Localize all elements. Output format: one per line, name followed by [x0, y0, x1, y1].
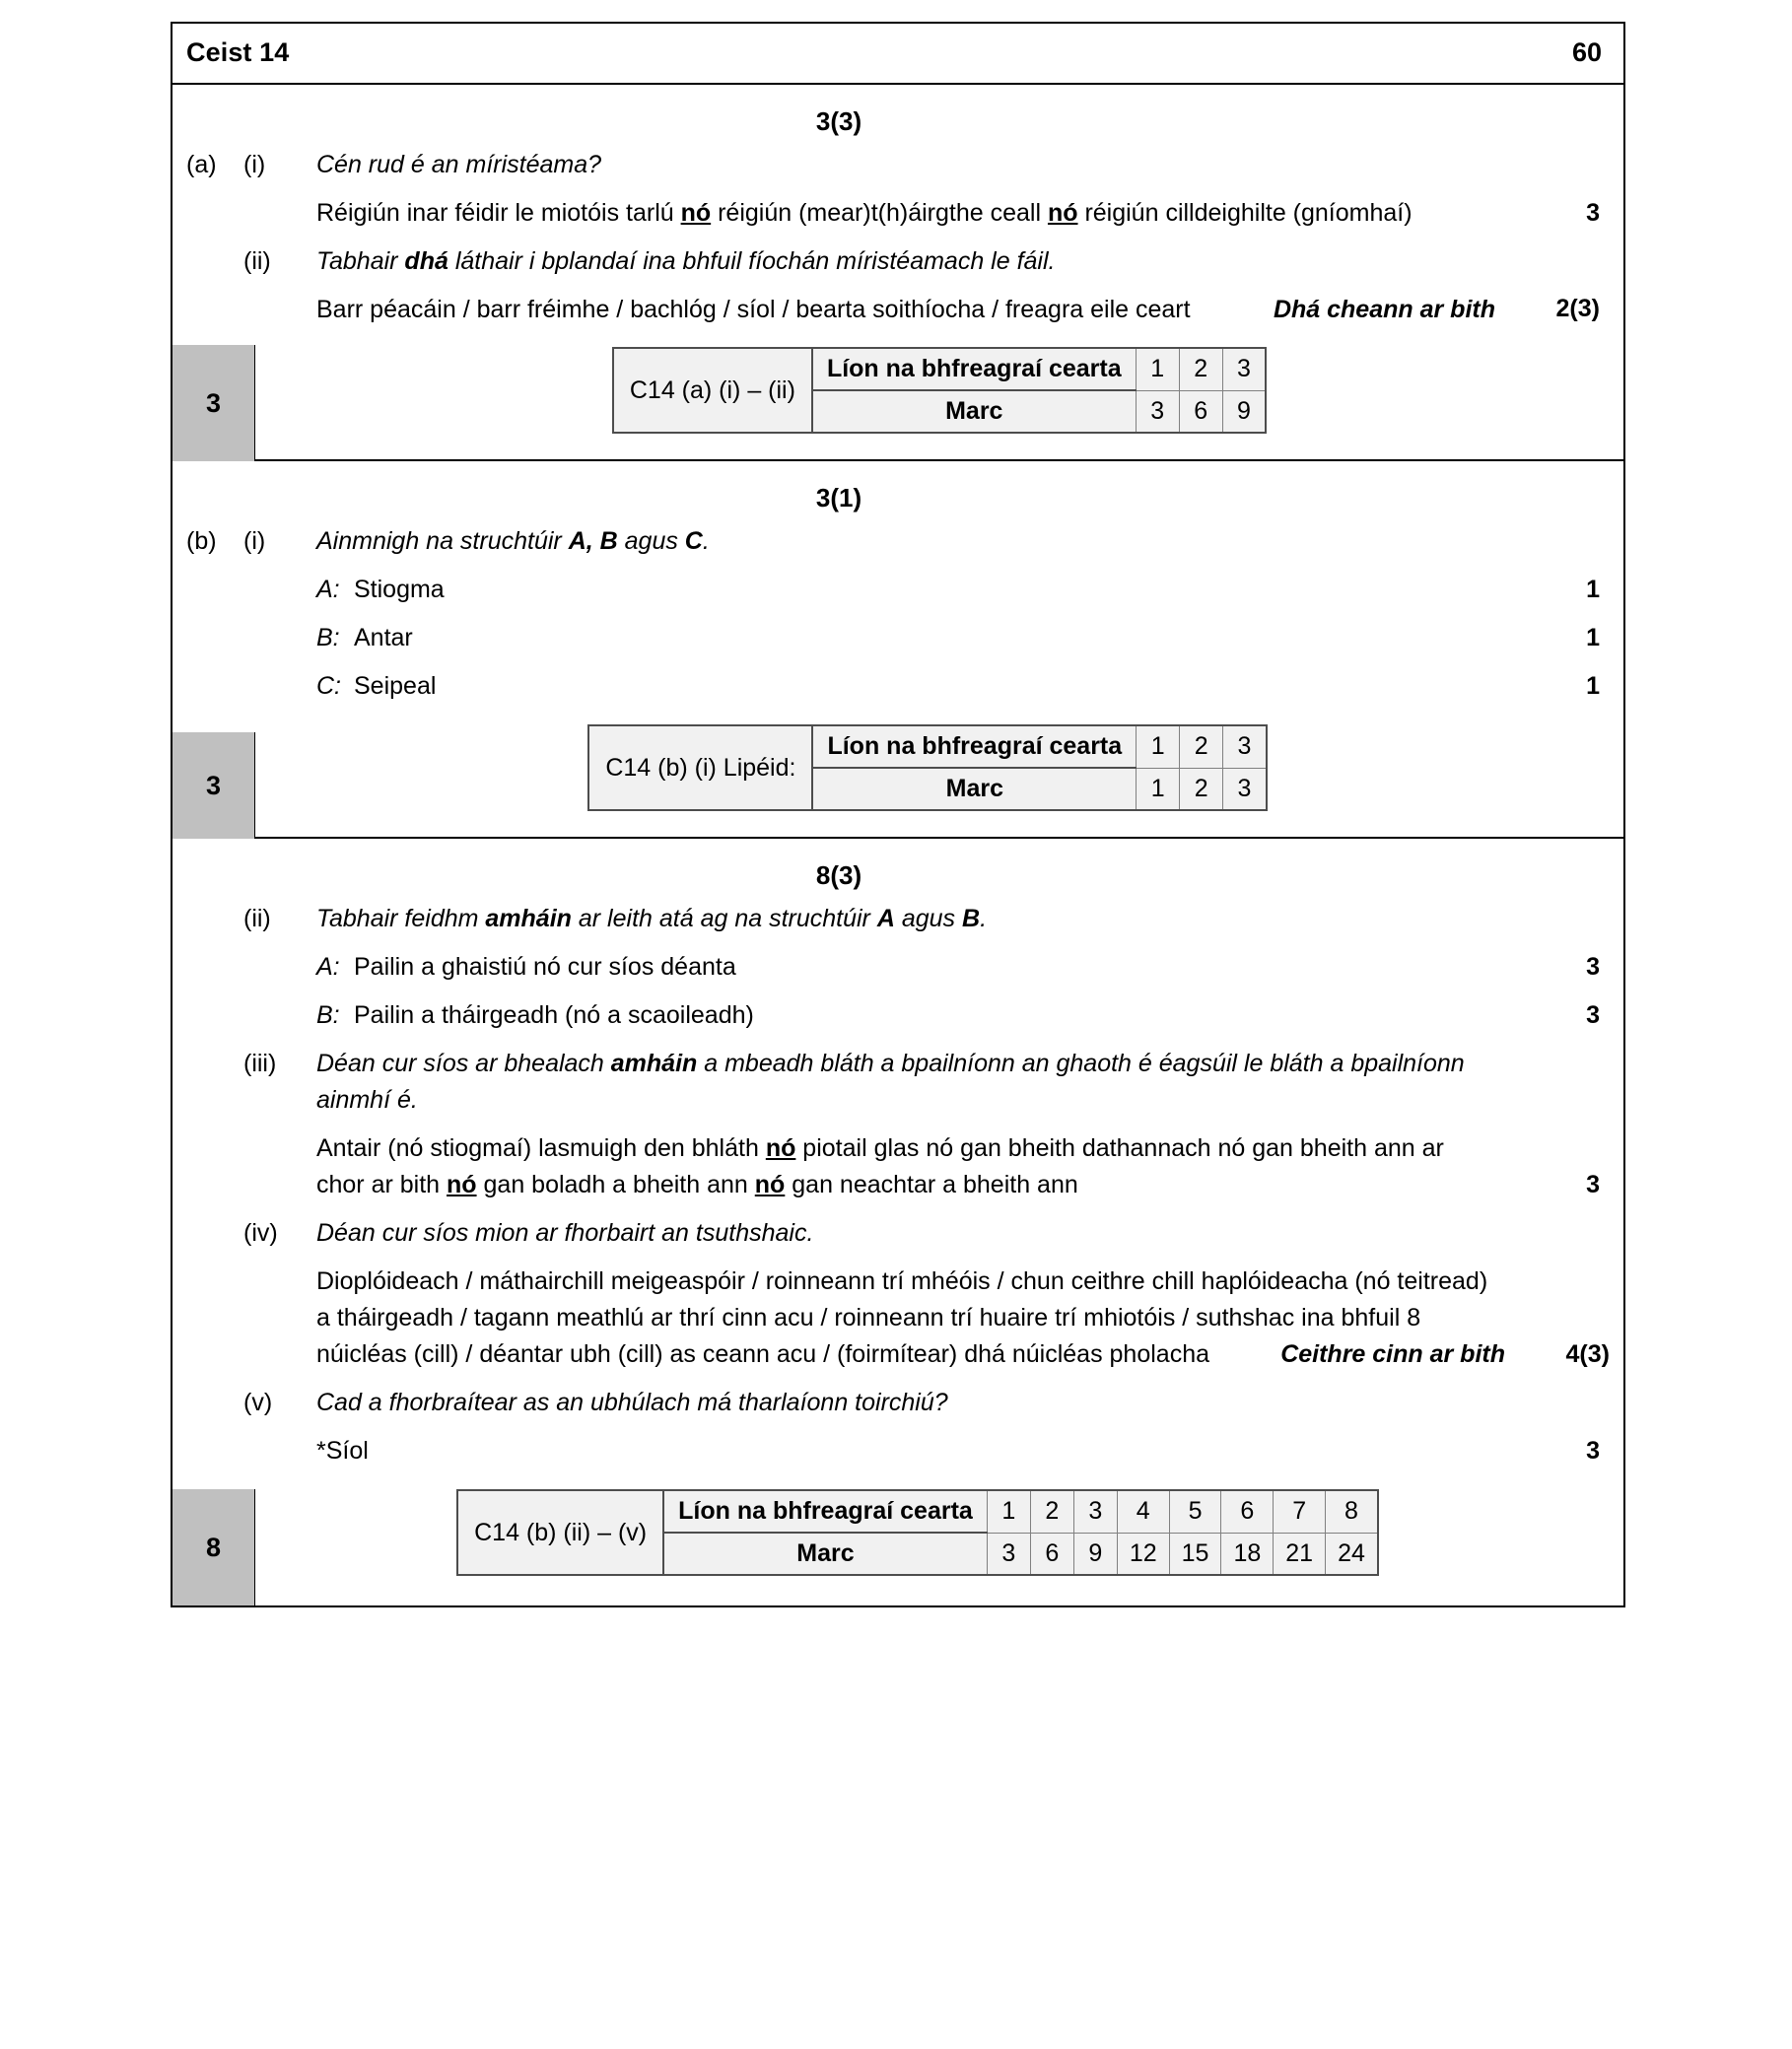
row-header-marc: Marc	[812, 390, 1136, 433]
structure-label: C:	[316, 672, 341, 700]
answer-row	[172, 620, 1623, 656]
emphasis-amhain: amháin	[485, 905, 572, 932]
mark-cell: 9	[1222, 390, 1266, 433]
question-row	[172, 1215, 1623, 1252]
mark-cell: 24	[1326, 1533, 1378, 1575]
spacer	[172, 1421, 1623, 1433]
structure-value: Antar	[354, 624, 413, 651]
row-mark: 2(3)	[1555, 295, 1600, 322]
answer-row	[172, 1264, 1623, 1373]
count-cell: 2	[1030, 1490, 1073, 1533]
mark-cell: 3	[1136, 390, 1179, 433]
answer-text: Dioplóideach / máthairchill meigeaspóir / roinneann trí mhéóis / chun ceithre chill haplóideacha (nó teitread) a tháirgeadh / tagann meathlú ar thrí cinn acu / roinneann trí huaire trí mhiotóis / suthshac ina bhfuil 8 núicléas (cill) / déantar ubh (cill) as ceann acu / (foirmítear) dhá núicléas pholacha Ceithre cinn ar bith	[316, 1264, 1505, 1373]
answer-row	[172, 997, 1623, 1034]
running-total-cell-b-i	[172, 732, 255, 839]
answer-text	[316, 997, 1505, 1034]
emphasis-a: A, B	[568, 527, 618, 555]
answer-row	[172, 668, 1623, 705]
emphasis-amhain: amháin	[610, 1050, 698, 1077]
structure-value: Pailin a tháirgeadh (nó a scaoileadh)	[354, 1001, 754, 1029]
question-row	[172, 243, 1623, 280]
question-header	[172, 24, 1623, 85]
emphasis-no: nó	[447, 1171, 477, 1198]
marking-scheme-table	[587, 724, 1267, 811]
spacer	[172, 986, 1623, 997]
table-row	[457, 1490, 1378, 1533]
part-letter: (b)	[186, 527, 217, 555]
spacer	[172, 1373, 1623, 1385]
question-row	[172, 1046, 1623, 1119]
count-cell: 4	[1117, 1490, 1169, 1533]
question-prompt: Cad a fhorbraítear as an ubhúlach má tharlaíonn toirchiú?	[316, 1389, 948, 1416]
answer-text	[316, 949, 1505, 986]
answer-note: Ceithre cinn ar bith	[1280, 1340, 1505, 1368]
spacer	[172, 608, 1623, 620]
marking-table-wrap-b-ii-v	[172, 1489, 1623, 1605]
count-cell: 3	[1223, 725, 1267, 768]
emphasis-b: B	[962, 905, 981, 932]
table-row	[588, 725, 1266, 768]
roman-numeral: (i)	[243, 151, 266, 178]
question-prompt: Tabhair feidhm amháin ar leith atá ag na struchtúir A agus B.	[316, 905, 988, 932]
question-number-label: Ceist 14	[186, 36, 290, 67]
marking-table-wrap-a	[172, 347, 1623, 459]
spacer	[172, 560, 1623, 572]
answer-text	[316, 620, 1505, 656]
count-cell: 2	[1180, 725, 1223, 768]
emphasis-no: nó	[765, 1134, 796, 1162]
mark-cell: 6	[1179, 390, 1222, 433]
emphasis-no: nó	[1047, 199, 1078, 227]
row-mark: 3	[1586, 1001, 1600, 1029]
section-mark-heading-a: 3(3)	[815, 106, 862, 136]
emphasis-dha: dhá	[404, 247, 448, 275]
answer-mark-row	[172, 291, 1623, 327]
answer-row	[172, 572, 1623, 608]
running-total-value: 3	[205, 387, 222, 418]
section-b-i	[172, 461, 1623, 839]
count-cell: 5	[1169, 1490, 1221, 1533]
question-row	[172, 1385, 1623, 1421]
mark-cell: 12	[1117, 1533, 1169, 1575]
running-total-cell-a	[172, 345, 255, 461]
row-mark	[1505, 1336, 1623, 1373]
spacer	[172, 1252, 1623, 1264]
row-mark: 3	[1586, 953, 1600, 981]
emphasis-no: nó	[680, 199, 712, 227]
answer-row	[172, 949, 1623, 986]
question-total-marks: 60	[1571, 36, 1602, 67]
section-mark-heading-b-ii-v: 8(3)	[815, 860, 862, 890]
answer-row	[172, 1433, 1623, 1469]
spacer	[172, 1034, 1623, 1046]
count-cell: 1	[1137, 725, 1180, 768]
count-cell: 6	[1221, 1490, 1274, 1533]
answer-row	[172, 195, 1623, 232]
roman-numeral: (iv)	[243, 1219, 278, 1247]
roman-numeral: (v)	[243, 1389, 273, 1416]
running-total-cell-b-ii-v	[172, 1489, 255, 1605]
answer-text: Antair (nó stiogmaí) lasmuigh den bhláth nó piotail glas nó gan bheith dathannach nó gan bheith ann ar chor ar bith nó gan boladh a bheith ann nó gan neachtar a bheith ann	[316, 1134, 1444, 1198]
row-header-marc: Marc	[663, 1533, 987, 1575]
marking-table-label: C14 (b) (i) Lipéid:	[588, 725, 812, 810]
roman-numeral: (i)	[243, 527, 266, 555]
question-prompt: Tabhair dhá láthair i bplandaí ina bhfuil fíochán míristéamach le fáil.	[316, 247, 1056, 275]
row-mark	[1505, 1167, 1623, 1203]
structure-value: Seipeal	[354, 672, 437, 700]
emphasis-a: A	[876, 905, 895, 932]
emphasis-c: C	[684, 527, 703, 555]
question-row	[172, 523, 1623, 560]
answer-text	[316, 572, 1505, 608]
marking-table-label: C14 (a) (i) – (ii)	[613, 348, 812, 433]
mark-cell: 6	[1030, 1533, 1073, 1575]
count-cell: 3	[1222, 348, 1266, 390]
question-prompt: Ainmnigh na struchtúir A, B agus C.	[316, 527, 710, 555]
marking-scheme-table	[456, 1489, 1379, 1576]
question-row	[172, 901, 1623, 937]
answer-row	[172, 1130, 1623, 1203]
spacer	[172, 656, 1623, 668]
roman-numeral: (ii)	[243, 247, 271, 275]
spacer	[172, 705, 1623, 724]
question-prompt: Déan cur síos ar bhealach amháin a mbeadh bláth a bpailníonn an ghaoth é éagsúil le bláth a bpailníonn ainmhí é.	[316, 1050, 1465, 1114]
mark-cell: 1	[1137, 768, 1180, 810]
row-mark: 1	[1586, 624, 1600, 651]
count-cell: 1	[1136, 348, 1179, 390]
marking-scheme-table	[612, 347, 1267, 434]
structure-label: A:	[316, 576, 340, 603]
row-mark: 1	[1586, 672, 1600, 700]
section-b-ii-v	[172, 839, 1623, 1605]
section-a	[172, 85, 1623, 461]
mark-cell: 3	[987, 1533, 1030, 1575]
row-mark: 3	[1586, 199, 1600, 227]
structure-value: Stiogma	[354, 576, 445, 603]
structure-label: B:	[316, 1001, 340, 1029]
answer-text: Barr péacáin / barr fréimhe / bachlóg / síol / bearta soithíocha / freagra eile ceart Dhá cheann ar bith	[316, 292, 1505, 328]
spacer	[172, 1119, 1623, 1130]
roman-numeral: (ii)	[243, 905, 271, 932]
row-mark: 3	[1586, 1437, 1600, 1465]
structure-label: A:	[316, 953, 340, 981]
running-total-value: 3	[205, 770, 222, 800]
structure-label: B:	[316, 624, 340, 651]
structure-value: Pailin a ghaistiú nó cur síos déanta	[354, 953, 736, 981]
row-header-correct-answers: Líon na bhfreagraí cearta	[812, 348, 1136, 390]
part-letter: (a)	[186, 151, 217, 178]
spacer	[172, 232, 1623, 243]
mark-value: 4(3)	[1565, 1340, 1610, 1368]
section-mark-heading-b-i: 3(1)	[815, 483, 862, 512]
mark-cell: 21	[1274, 1533, 1326, 1575]
count-cell: 3	[1073, 1490, 1117, 1533]
row-header-correct-answers: Líon na bhfreagraí cearta	[663, 1490, 987, 1533]
question-prompt: Déan cur síos mion ar fhorbairt an tsuthshaic.	[316, 1219, 814, 1247]
table-row	[613, 348, 1266, 390]
row-header-correct-answers: Líon na bhfreagraí cearta	[812, 725, 1136, 768]
marking-table-label: C14 (b) (ii) – (v)	[457, 1490, 663, 1575]
count-cell: 2	[1179, 348, 1222, 390]
running-total-value: 8	[205, 1532, 222, 1562]
mark-cell: 18	[1221, 1533, 1274, 1575]
spacer	[172, 1469, 1623, 1489]
answer-text: *Síol	[316, 1437, 369, 1465]
answer-text: Réigiún inar féidir le miotóis tarlú nó réigiún (mear)t(h)áirgthe ceall nó réigiún cilldeighilte (gníomhaí)	[316, 199, 1413, 227]
question-row	[172, 147, 1623, 183]
answer-text	[316, 668, 1505, 705]
mark-cell: 9	[1073, 1533, 1117, 1575]
spacer	[172, 183, 1623, 195]
mark-cell: 2	[1180, 768, 1223, 810]
mark-cell: 3	[1223, 768, 1267, 810]
spacer	[172, 327, 1623, 347]
count-cell: 1	[987, 1490, 1030, 1533]
count-cell: 7	[1274, 1490, 1326, 1533]
spacer	[172, 937, 1623, 949]
mark-cell: 15	[1169, 1533, 1221, 1575]
exam-question-frame	[171, 22, 1625, 1607]
row-header-marc: Marc	[812, 768, 1136, 810]
roman-numeral: (iii)	[243, 1050, 277, 1077]
answer-note: Dhá cheann ar bith	[1273, 296, 1495, 323]
marking-table-wrap-b-i	[172, 724, 1623, 837]
spacer-cell	[316, 291, 1505, 327]
question-prompt: Cén rud é an míristéama?	[316, 151, 602, 178]
row-mark: 1	[1586, 576, 1600, 603]
mark-value: 3	[1586, 1171, 1600, 1198]
spacer	[172, 1203, 1623, 1215]
count-cell: 8	[1326, 1490, 1378, 1533]
emphasis-no: nó	[754, 1171, 786, 1198]
